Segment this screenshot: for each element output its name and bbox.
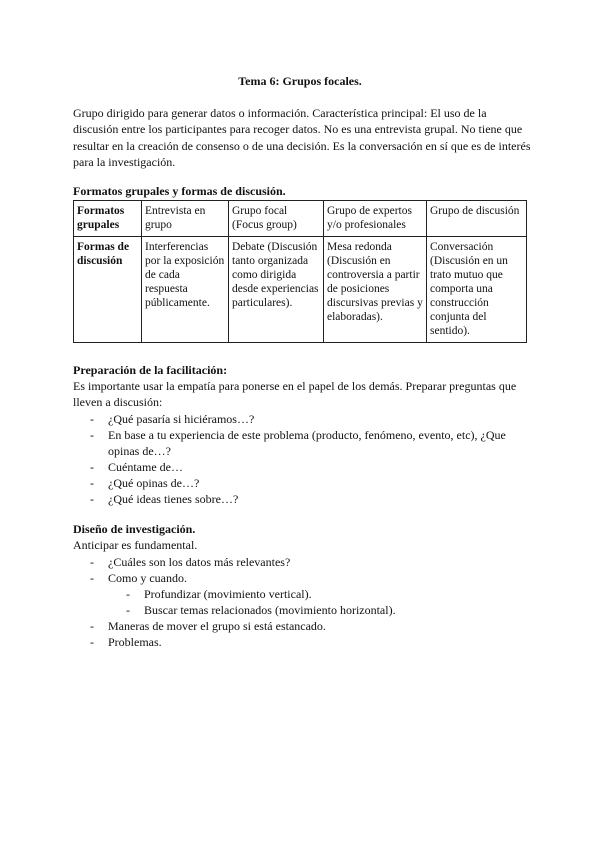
preparation-heading: Preparación de la facilitación: <box>73 363 228 377</box>
table-row <box>74 237 527 343</box>
list-item: - Maneras de mover el grupo si está estancado. <box>73 618 533 634</box>
sub-list-item: - Profundizar (movimiento vertical). <box>108 586 568 602</box>
sub-list-item: - Buscar temas relacionados (movimiento horizontal). <box>108 602 568 618</box>
list-item: - ¿Cuáles son los datos más relevantes? <box>73 554 533 570</box>
table-row <box>74 201 527 237</box>
table-cell: Interferencias por la exposición de cada respuesta públicamente. <box>142 237 229 343</box>
row-label-formats: Formatos grupales <box>74 201 142 237</box>
preparation-paragraph: Es importante usar la empatía para ponerse en el papel de los demás. Preparar preguntas que lleven a discusión: <box>73 379 517 409</box>
sub-list <box>108 586 568 618</box>
table-cell: Conversación (Discusión en un trato mutuo que comporta una construcción conjunta del sentido). <box>427 237 527 343</box>
row-label-forms: Formas de discusión <box>74 237 142 343</box>
design-paragraph: Anticipar es fundamental. <box>73 538 198 552</box>
table-cell: Entrevista en grupo <box>142 201 229 237</box>
formats-heading: Formatos grupales y formas de discusión. <box>73 184 286 198</box>
table-cell: Debate (Discusión tanto organizada como dirigida desde experiencias particulares). <box>229 237 324 343</box>
table-cell: Mesa redonda (Discusión en controversia a partir de posiciones discursivas previas y elaboradas). <box>324 237 427 343</box>
list-item: - Cuéntame de… <box>73 459 533 475</box>
list-item: - Problemas. <box>73 634 533 650</box>
list-item <box>73 570 533 618</box>
page-title: Tema 6: Grupos focales. <box>238 74 362 88</box>
formats-table <box>73 200 527 343</box>
list-item: - ¿Qué opinas de…? <box>73 475 533 491</box>
list-item: - En base a tu experiencia de este problema (producto, fenómeno, evento, etc), ¿Que opinas de…? <box>73 427 533 459</box>
table-cell: Grupo de discusión <box>427 201 527 237</box>
design-heading: Diseño de investigación. <box>73 522 196 536</box>
list-item-text: Como y cuando. <box>108 571 187 585</box>
list-item: - ¿Qué ideas tienes sobre…? <box>73 491 533 507</box>
intro-paragraph: Grupo dirigido para generar datos o información. Característica principal: El uso de la discusión entre los participantes para recoger datos. No es una entrevista grupal. No tiene que resultar en la creación de consenso o de una decisión. Es la conversación en sí que es de interés para la investigación. <box>73 106 531 169</box>
list-item: - ¿Qué pasaría si hiciéramos…? <box>73 411 533 427</box>
design-list <box>73 554 533 650</box>
table-cell: Grupo de expertos y/o profesionales <box>324 201 427 237</box>
table-cell: Grupo focal (Focus group) <box>229 201 324 237</box>
questions-list <box>73 411 533 507</box>
